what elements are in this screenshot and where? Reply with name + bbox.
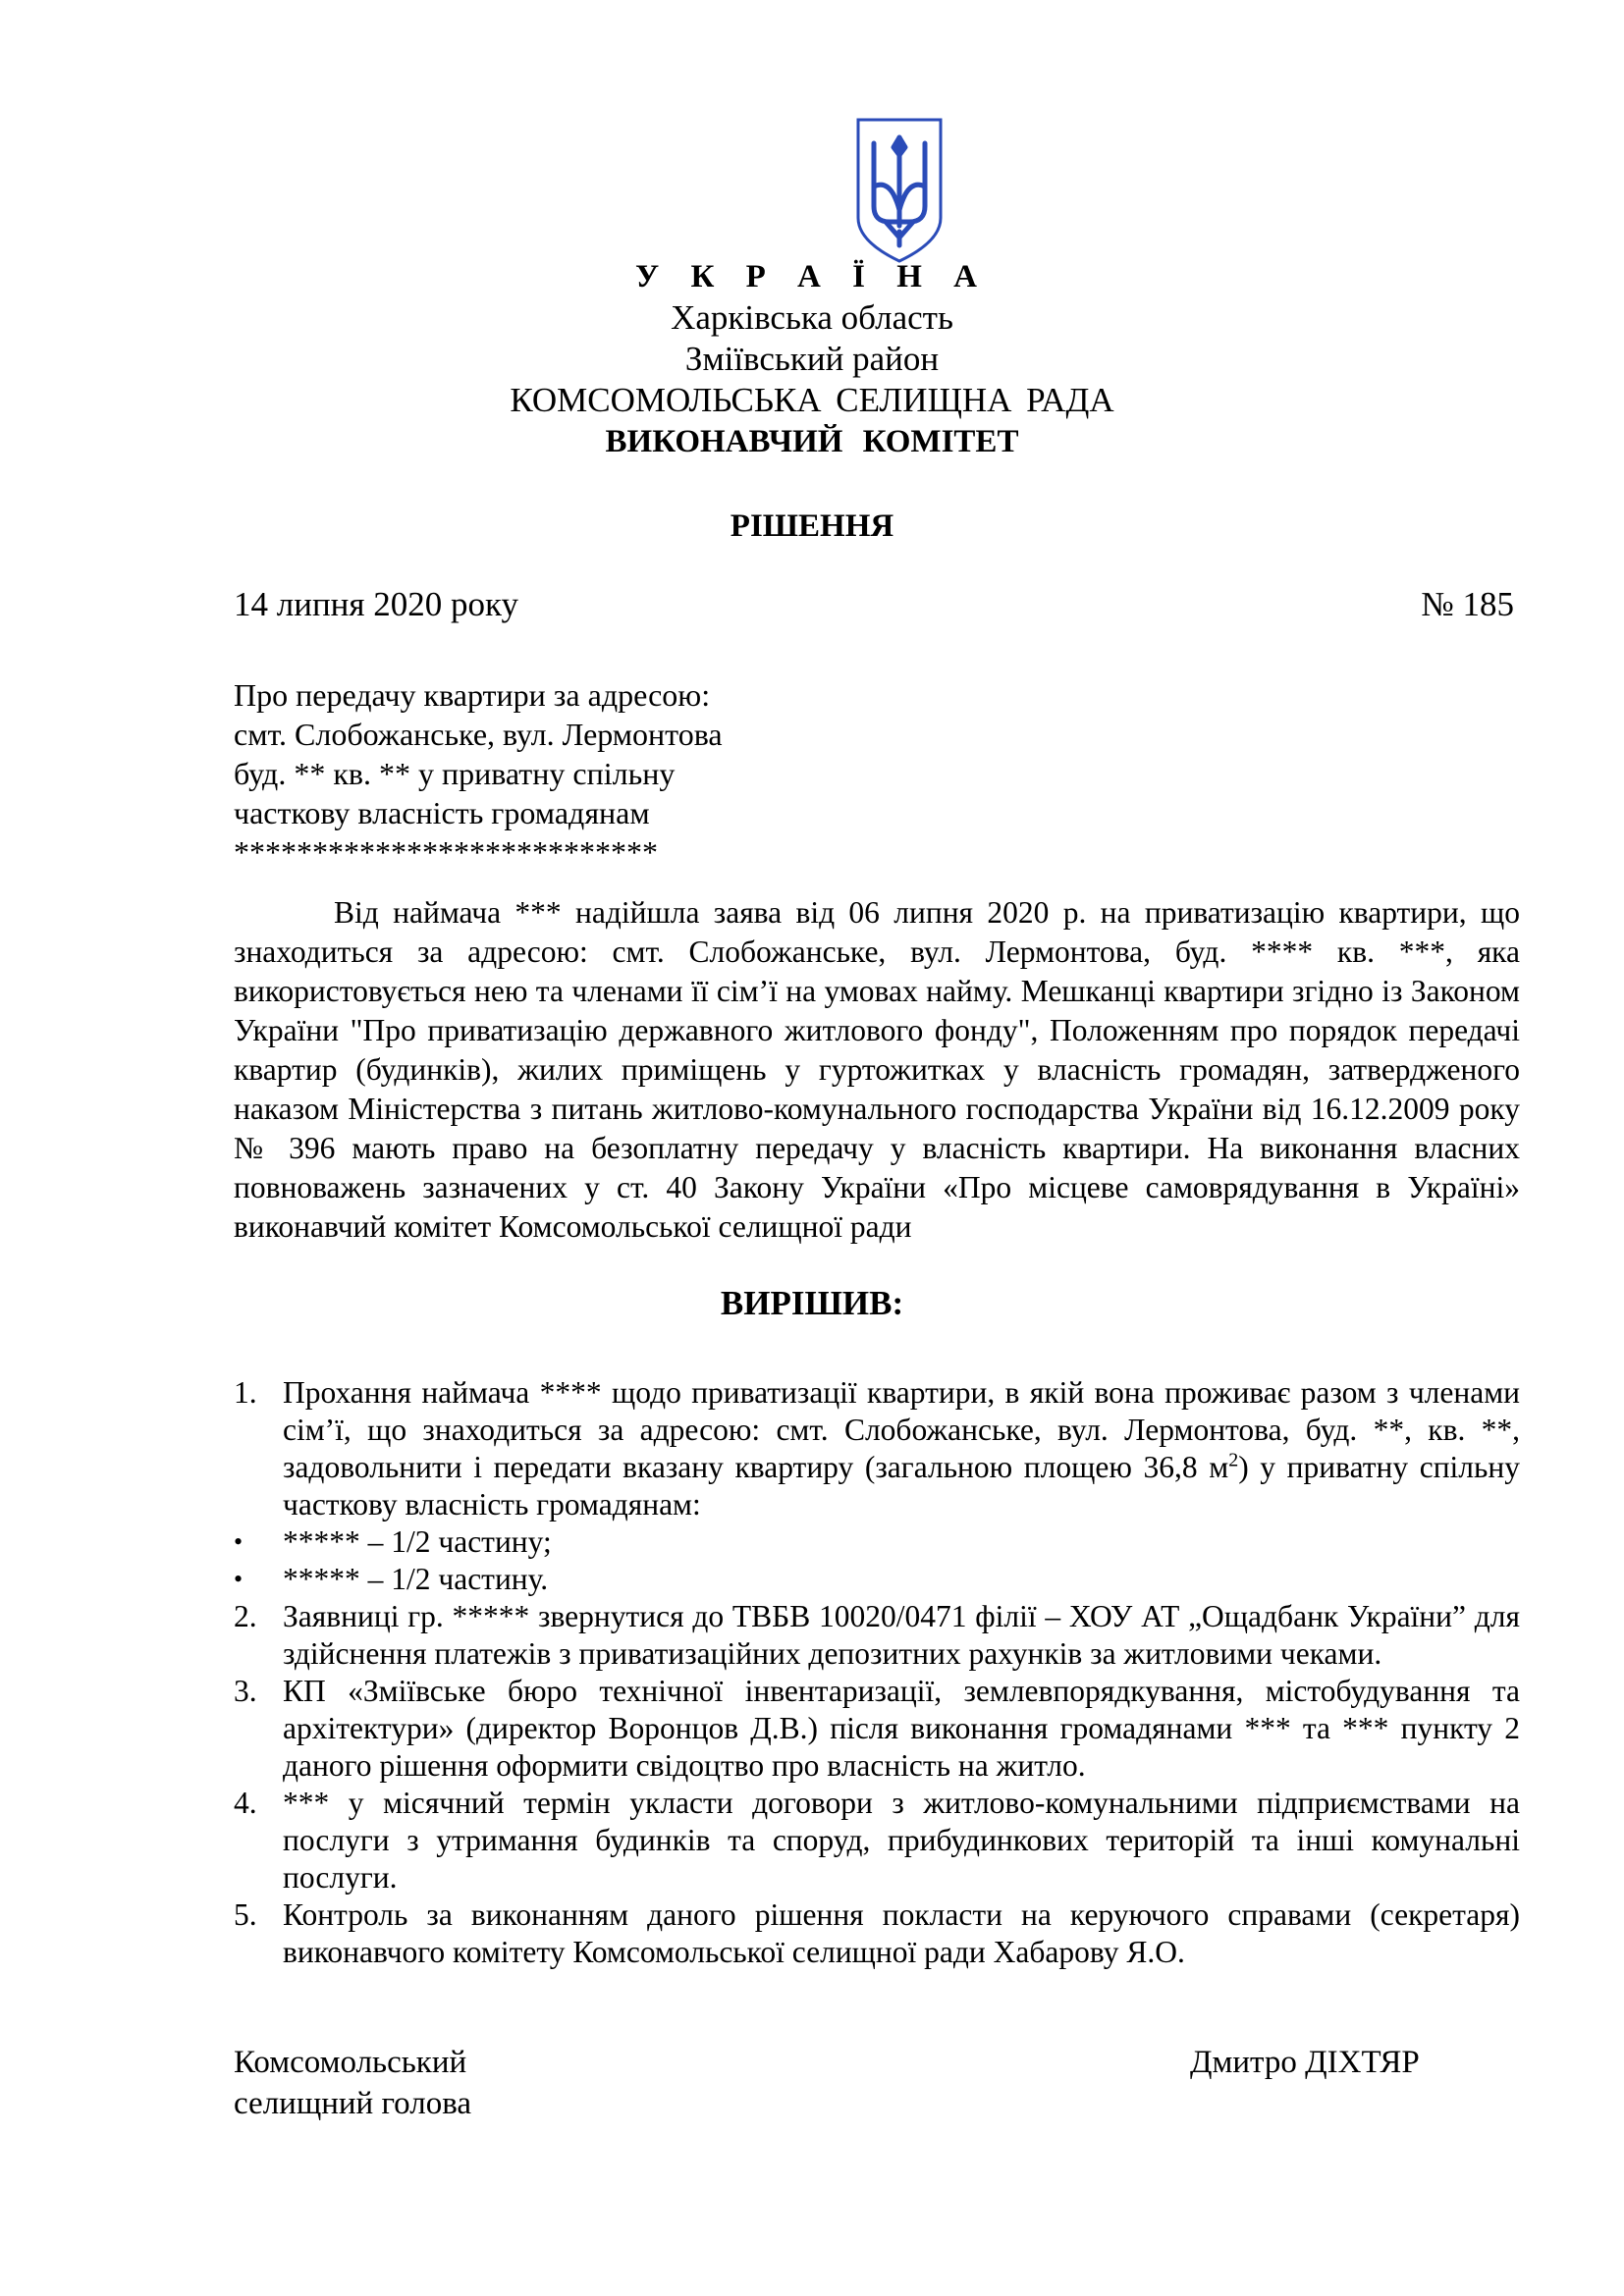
executive-committee: ВИКОНАВЧИЙ КОМІТЕТ — [605, 424, 1019, 459]
decision-item — [234, 1673, 1520, 1785]
council-name: КОМСОМОЛЬСЬКА СЕЛИЩНА РАДА — [510, 381, 1114, 419]
bullet-text: ***** – 1/2 частину. — [283, 1562, 549, 1596]
position-line: селищний голова — [234, 2086, 472, 2121]
document-title: РІШЕННЯ — [730, 508, 894, 544]
document-subject — [234, 675, 723, 872]
document-number: № 185 — [1421, 585, 1514, 623]
decision-item — [234, 1785, 1520, 1896]
signatory-name: Дмитро ДІХТЯР — [1190, 2045, 1420, 2080]
item-number: 1. — [234, 1375, 257, 1410]
subject-line: часткову власність громадянам — [234, 795, 650, 830]
subject-line: буд. ** кв. ** у приватну спільну — [234, 756, 676, 791]
subject-line: *************************** — [234, 834, 658, 870]
item-number: 2. — [234, 1599, 257, 1633]
preamble-paragraph: Від наймача *** надійшла заява від 06 липня 2020 р. на приватизацію квартири, що знаходиться за адресою: смт. Слобожанське, вул. Лермонтова, буд. **** кв. ***, яка використовується нею та членами її сім’ї на умовах найму. Мешканці квартири згідно із Законом України "Про приватизацію державного житлового фонду", Положенням про порядок передачі квартир (будинків), жилих приміщень у гуртожитках у власність громадян, затвердженого наказом Міністерства з питань житлово-комунального господарства України від 16.12.2009 року № 396 мають право на безоплатну передачу у власність квартири. На виконання власних повноважень зазначених у ст. 40 Закону України «Про місцеве самоврядування в Україні» виконавчий комітет Комсомольської селищної ради — [234, 895, 1520, 1244]
bullet-item — [234, 1561, 1520, 1598]
item-text: КП «Зміївське бюро технічної інвентаризації, землевпорядкування, містобудування та архітектури» (директор Воронцов Д.В.) після виконання громадянами *** та *** пункту 2 даного рішення оформити свідоцтво про власність на житло. — [283, 1674, 1520, 1783]
decision-item — [234, 1374, 1520, 1523]
district-name: Зміївський район — [684, 340, 940, 378]
subject-line: Про передачу квартири за адресою: — [234, 677, 711, 713]
region-name: Харківська область — [671, 298, 953, 337]
country-name: У К Р А Ї Н А — [635, 259, 989, 294]
preamble — [234, 893, 1520, 1247]
item-number: 4. — [234, 1786, 257, 1820]
item-text: Прохання наймача **** щодо приватизації квартири, в якій вона проживає разом з членами сім’ї, що знаходиться за адресою: смт. Слобожанське, вул. Лермонтова, буд. **, кв. **, задовольнити і передати вказану квартиру (загальною площею 36,8 м — [283, 1375, 1520, 1484]
item-number: 3. — [234, 1674, 257, 1708]
item-text: ) у приватну спільну часткову власність громадянам: — [283, 1450, 1520, 1522]
bullet-text: ***** – 1/2 частину; — [283, 1524, 552, 1559]
item-text: *** у місячний термін укласти договори з житлово-комунальними підприємствами на послуги з утримання будинків та споруд, прибудинкових територій та інші комунальні послуги. — [283, 1786, 1520, 1895]
item-number: 5. — [234, 1897, 257, 1932]
signatory-position — [234, 2042, 471, 2124]
subject-line: смт. Слобожанське, вул. Лермонтова — [234, 717, 723, 752]
item-text: Заявниці гр. ***** звернутися до ТВБВ 10020/0471 філії – ХОУ АТ „Ощадбанк України” для здійснення платежів з приватизаційних депозитних рахунків за житловими чеками. — [283, 1599, 1520, 1671]
bullet-marker: • — [234, 1565, 244, 1593]
trident-coat-of-arms-icon — [854, 116, 945, 265]
resolved-heading: ВИРІШИВ: — [720, 1284, 904, 1322]
item-superscript: 2 — [1228, 1449, 1239, 1471]
bullet-item — [234, 1523, 1520, 1561]
item-text: Контроль за виконанням даного рішення покласти на керуючого справами (секретаря) виконавчого комітету Комсомольської селищної ради Хабарову Я.О. — [283, 1897, 1520, 1969]
bullet-marker: • — [234, 1527, 244, 1556]
position-line: Комсомольський — [234, 2045, 467, 2080]
decision-items — [234, 1374, 1520, 1971]
decision-item — [234, 1896, 1520, 1971]
decision-item — [234, 1598, 1520, 1673]
document-date: 14 липня 2020 року — [234, 585, 519, 623]
